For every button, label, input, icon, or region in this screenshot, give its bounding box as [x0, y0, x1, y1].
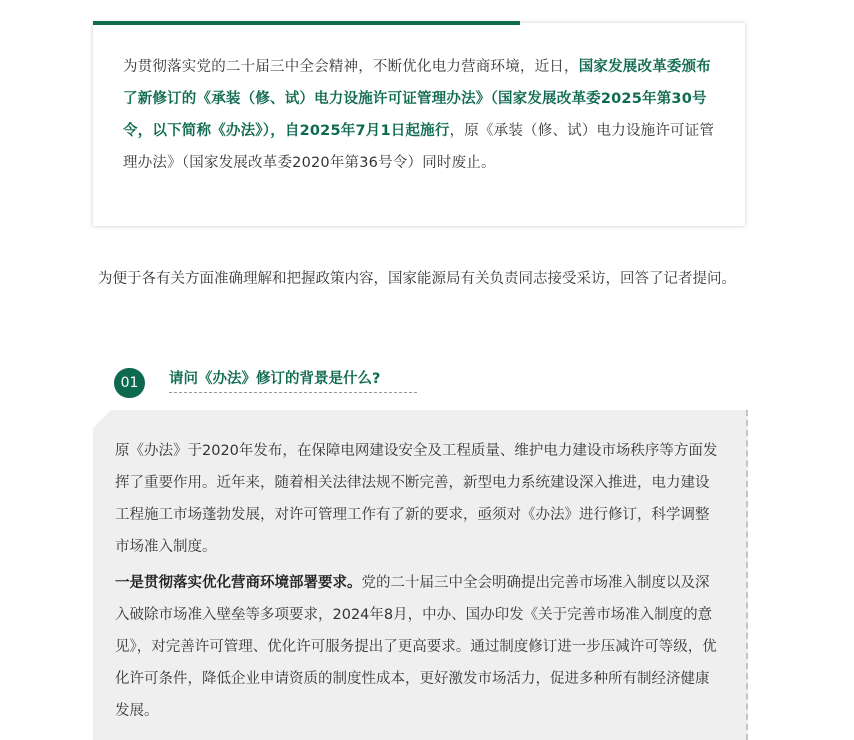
lead-paragraph: 为便于各有关方面准确理解和把握政策内容，国家能源局有关负责同志接受采访，回答了记者提问。	[98, 271, 736, 287]
question-heading	[114, 368, 434, 398]
intro-text-post: ，原《承装（修、试）电力设施许可证管理办法》（国家发展改革委2020年第36号令）同时废止。	[123, 123, 715, 171]
intro-accent-bar	[93, 21, 520, 25]
answer-box-corner	[93, 410, 111, 428]
intro-text-pre: 为贯彻落实党的二十届三中全会精神，不断优化电力营商环境，近日，	[123, 59, 579, 75]
answer-paragraph-2-lead: 一是贯彻落实优化营商环境部署要求。	[115, 575, 362, 591]
question-title: 请问《办法》修订的背景是什么?	[169, 368, 417, 393]
intro-card	[93, 23, 745, 226]
intro-paragraph	[123, 51, 718, 179]
answer-paragraph-1: 原《办法》于2020年发布，在保障电网建设安全及工程质量、维护电力建设市场秩序等方面发挥了重要作用。近年来，随着相关法律法规不断完善，新型电力系统建设深入推进，电力建设工程施工市场蓬勃发展，对许可管理工作有了新的要求，亟须对《办法》进行修订，科学调整市场准入制度。	[115, 443, 718, 555]
answer-paragraph-2-body: 党的二十届三中全会明确提出完善市场准入制度以及深入破除市场准入壁垒等多项要求，2024年8月，中办、国办印发《关于完善市场准入制度的意见》，对完善许可管理、优化许可服务提出了更高要求。通过制度修订进一步压减许可等级，优化许可条件，降低企业申请资质的制度性成本，更好激发市场活力，促进多种所有制经济健康发展。	[115, 575, 717, 719]
answer-box	[93, 410, 748, 740]
intro-text-highlight: 国家发展改革委颁布了新修订的《承装（修、试）电力设施许可证管理办法》（国家发展改革委2025年第30号令，以下简称《办法》），自2025年7月1日起施行	[123, 59, 712, 139]
question-number-badge: 01	[114, 368, 145, 398]
answer-paragraph-2	[115, 567, 723, 727]
